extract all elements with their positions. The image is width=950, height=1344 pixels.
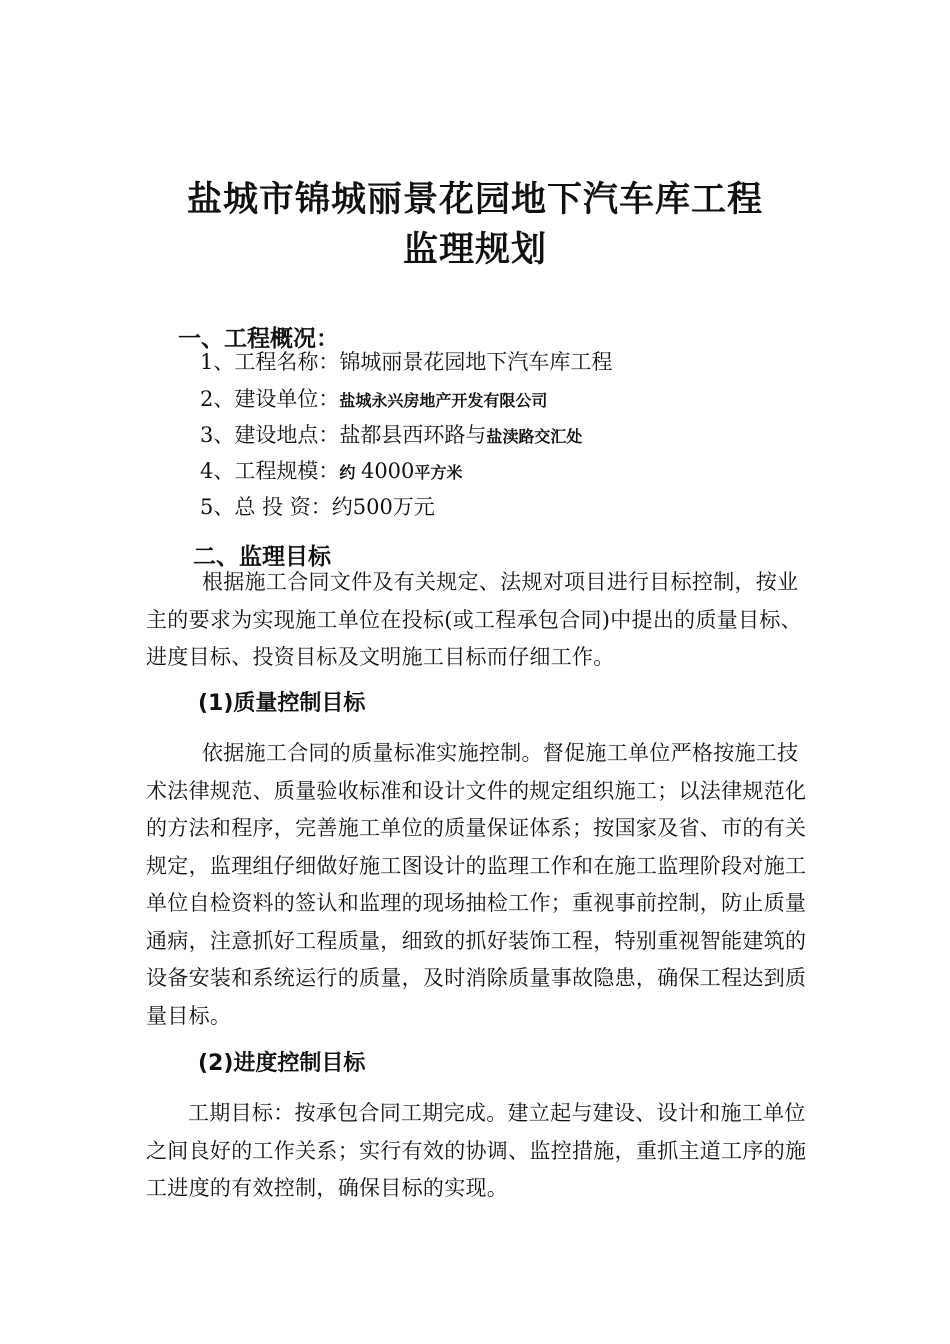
overview-item-project-name (200, 348, 612, 376)
quality-body: 依据施工合同的质量标准实施控制。督促施工单位严格按施工技术法律规范、质量验收标准和设计文件的规定组织施工；以法律规范化的方法和程序，完善施工单位的质量保证体系；按国家及省、市的有关规定，监理组仔细做好施工图设计的监理工作和在施工监理阶段对施工单位自检资料的签认和监理的现场抽检工作；重视事前控制，防止质量通病，注意抓好工程质量，细致的抓好装饰工程，特别重视智能建筑的设备安装和系统运行的质量，及时消除质量事故隐患，确保工程达到质量目标。 (146, 741, 807, 1028)
section2-intro: 根据施工合同文件及有关规定、法规对项目进行目标控制，按业主的要求为实现施工单位在投标(或工程承包合同)中提出的质量目标、进度目标、投资目标及文明施工目标而仔细工作。 (146, 570, 802, 669)
item-label: 2、建设单位： (200, 387, 340, 411)
overview-item-location (200, 421, 582, 451)
schedule-heading: (2)进度控制目标 (198, 1051, 366, 1076)
item-value-plain: 盐都县西环路与 (339, 423, 487, 447)
overview-item-investment (200, 493, 435, 521)
document-title-line2: 监理规划 (402, 230, 547, 270)
overview-item-scale (200, 457, 462, 487)
overview-item-owner (200, 385, 547, 415)
item-value: 约500万元 (331, 495, 435, 519)
schedule-body: 工期目标：按承包合同工期完成。建立起与建设、设计和施工单位之间良好的工作关系；实行有效的协调、监控措施，重抓主道工序的施工进度的有效控制，确保目标的实现。 (146, 1101, 807, 1200)
section1-heading: 一、工程概况： (178, 326, 339, 352)
item-label: 4、工程规模： (200, 459, 340, 483)
quality-heading: (1)质量控制目标 (198, 691, 366, 716)
item-value: 锦城丽景花园地下汽车库工程 (339, 350, 613, 374)
item-value-bold: 盐渎路交汇处 (486, 427, 583, 446)
item-value-unit: 平方米 (414, 463, 463, 482)
section2-heading: 二、监理目标 (193, 544, 331, 570)
item-label: 5、总 投 资： (200, 495, 332, 519)
item-value-number: 4000 (360, 459, 415, 483)
item-value: 盐城永兴房地产开发有限公司 (339, 391, 548, 410)
item-value-prefix: 约 (339, 463, 361, 482)
document-title-line1: 盐城市锦城丽景花园地下汽车库工程 (186, 180, 763, 220)
item-label: 1、工程名称： (200, 350, 340, 374)
item-label: 3、建设地点： (200, 423, 340, 447)
